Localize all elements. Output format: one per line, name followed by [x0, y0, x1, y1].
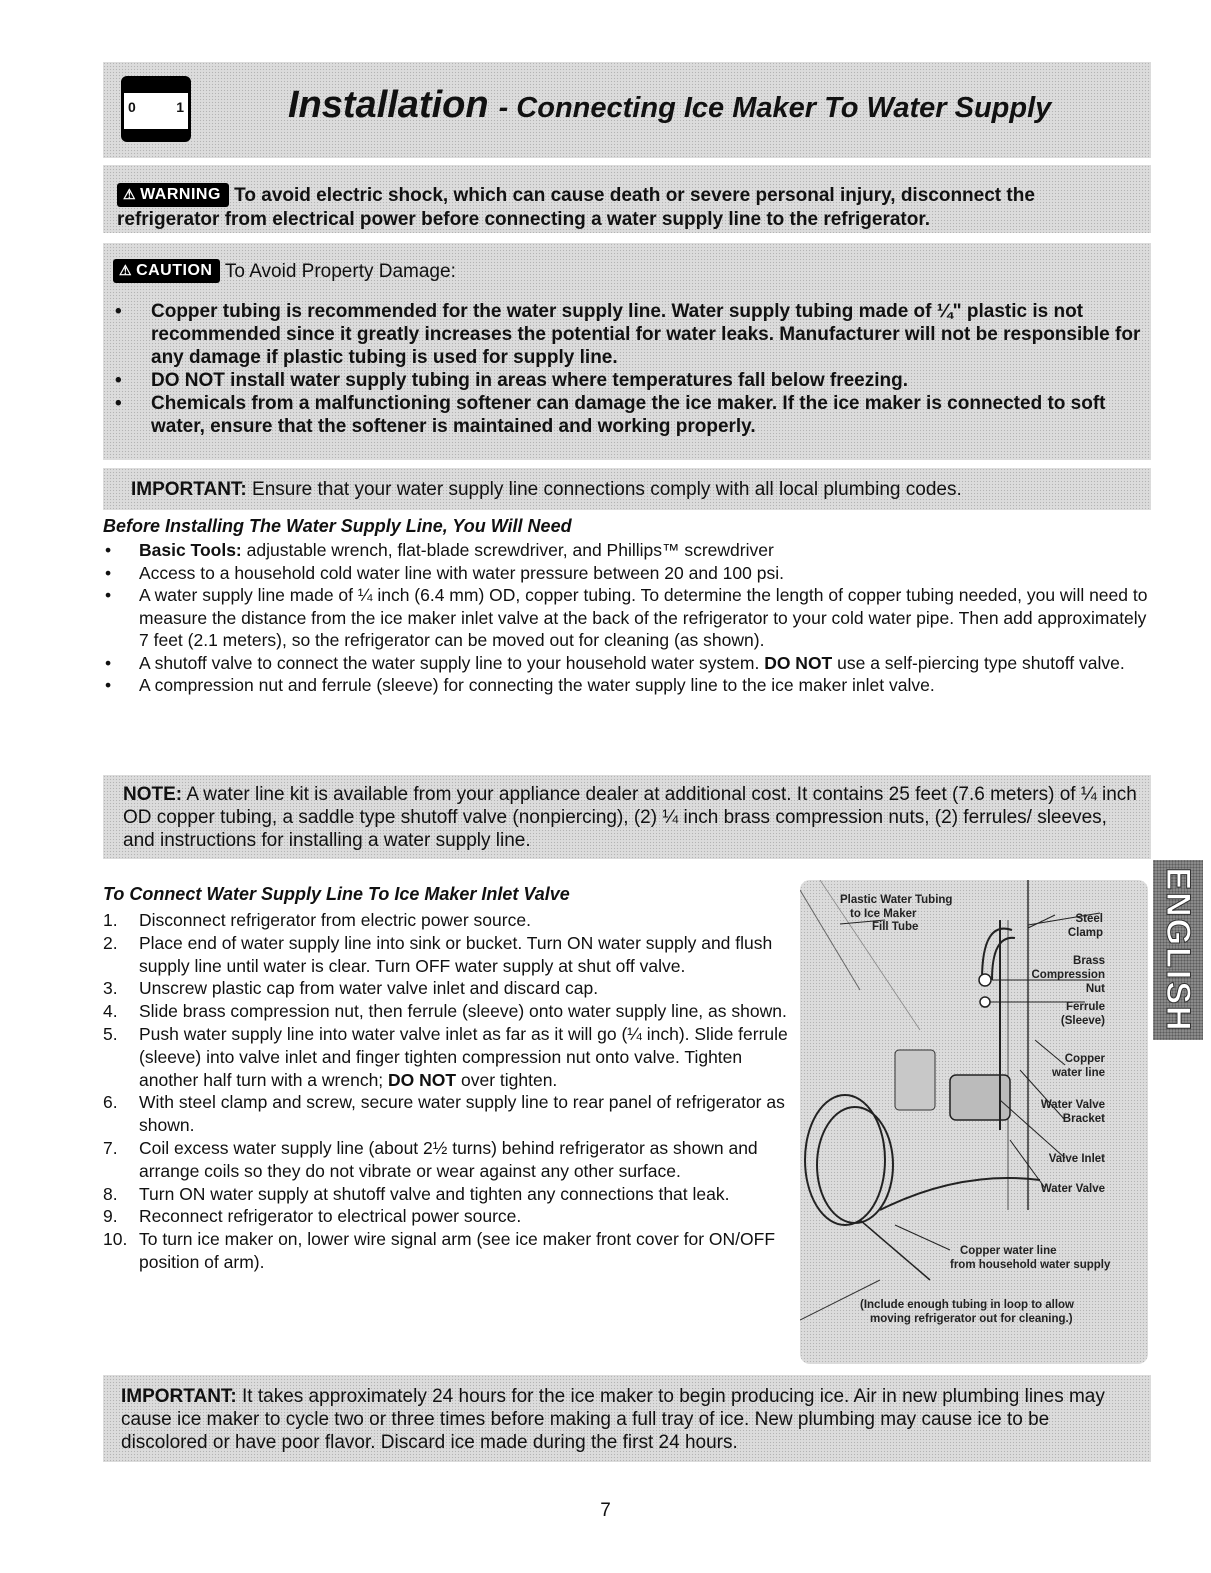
- step-item: 9. Reconnect refrigerator to electrical power source.: [103, 1206, 522, 1227]
- title-sub: - Connecting Ice Maker To Water Supply: [498, 92, 1052, 124]
- warning-box: [103, 165, 1151, 233]
- title-main: Installation: [288, 84, 489, 126]
- step-item: 3. Unscrew plastic cap from water valve inlet and discard cap.: [103, 978, 599, 999]
- label-valve-bracket: Water Valve: [1040, 1099, 1105, 1111]
- note-text: A water line kit is available from your appliance dealer at additional cost. It contains 25 feet (7.6 meters) of ¼ inch OD copper tubing, a saddle type shutoff valve (nonpiercing), (2) ¼ inch brass compression nuts, (2) ferrules/ sleeves, and instructions for installing a water supply line.: [123, 784, 1137, 851]
- step-item: 1. Disconnect refrigerator from electric power source.: [103, 910, 531, 930]
- caution-item: • DO NOT install water supply tubing in areas where temperatures fall below freezing.: [103, 369, 1143, 392]
- diagram-illustration: [800, 880, 1148, 1364]
- ruler-icon: 0 1: [121, 76, 191, 142]
- language-tab-label: ENGLISH: [1159, 867, 1197, 1033]
- label-include-note: (Include enough tubing in loop to allow: [860, 1299, 1074, 1311]
- svg-text:Compression: Compression: [1031, 969, 1105, 981]
- caution-header: [103, 243, 1151, 284]
- svg-text:Clamp: Clamp: [1067, 927, 1103, 939]
- before-installing-heading: Before Installing The Water Supply Line, You Will Need: [103, 516, 572, 536]
- header-banner: [103, 62, 1151, 158]
- svg-text:Bracket: Bracket: [1062, 1113, 1105, 1125]
- note-box: [103, 775, 1151, 859]
- important-text: Ensure that your water supply line connections comply with all local plumbing codes.: [252, 479, 962, 500]
- step-item: 8. Turn ON water supply at shutoff valve and tighten any connections that leak.: [103, 1183, 730, 1204]
- svg-text:water line: water line: [1051, 1067, 1105, 1079]
- step-item: 2. Place end of water supply line into sink or bucket. Turn ON water supply and flush supply line until water is clear. Turn OFF water supply at shut off valve.: [103, 932, 773, 976]
- caution-badge: ⚠ CAUTION: [113, 259, 220, 283]
- label-steel-clamp: Steel: [1075, 913, 1103, 925]
- important-label: IMPORTANT:: [121, 1386, 237, 1407]
- requirements-list: [103, 539, 1153, 697]
- svg-text:Fill Tube: Fill Tube: [872, 921, 919, 933]
- language-tab: [1153, 860, 1203, 1040]
- important-text: It takes approximately 24 hours for the ice maker to begin producing ice. Air in new plumbing lines may cause ice maker to cycle two or three times before making a full tray of ice. New plumbing may cause ice to be discolored or have poor flavor. Discard ice made during the first 24 hours.: [121, 1386, 1105, 1453]
- important-label: IMPORTANT:: [131, 479, 247, 500]
- label-copper-line: Copper: [1064, 1053, 1105, 1065]
- caution-item: • Chemicals from a malfunctioning softener can damage the ice maker. If the ice maker is connected to soft water, ensure that the softener is maintained and working properly.: [103, 392, 1143, 438]
- requirement-item: • A water supply line made of ¼ inch (6.4 mm) OD, copper tubing. To determine the length of copper tubing needed, you will need to measure the distance from the ice maker inlet valve at the back of the refrigerator to your cold water pipe. Then add approximately 7 feet (2.1 meters), so the refrigerator can be moved out for cleaning (as shown).: [103, 584, 1153, 652]
- warning-triangle-icon: ⚠: [123, 186, 137, 202]
- caution-box: [103, 243, 1151, 460]
- steps-list: [103, 909, 793, 1274]
- step-item: 4. Slide brass compression nut, then ferrule (sleeve) onto water supply line, as shown.: [103, 1001, 787, 1022]
- page-title: [288, 84, 1051, 127]
- svg-text:Nut: Nut: [1085, 983, 1105, 995]
- caution-item: • Copper tubing is recommended for the water supply line. Water supply tubing made of ¼" plastic is not recommended since it greatly increases the potential for water leaks. Manufacturer will not be responsible for any damage if plastic tubing is used for supply line.: [103, 300, 1143, 369]
- installation-diagram: [800, 880, 1148, 1364]
- before-installing-section: [103, 516, 1153, 697]
- warning-text: To avoid electric shock, which can cause death or severe personal injury, disconnect the refrigerator from electrical power before connecting a water supply line to the refrigerator.: [117, 185, 1035, 230]
- warning-badge: ⚠ WARNING: [117, 183, 229, 207]
- svg-text:from household water supply: from household water supply: [950, 1259, 1111, 1271]
- label-ferrule: Ferrule: [1066, 1001, 1105, 1013]
- caution-heading: To Avoid Property Damage:: [224, 261, 456, 282]
- requirement-item: • A shutoff valve to connect the water supply line to your household water system. DO NOT use a self-piercing type shutoff valve.: [103, 652, 1153, 675]
- note-label: NOTE:: [123, 784, 183, 805]
- label-valve-inlet: Valve Inlet: [1048, 1153, 1105, 1165]
- step-item: 7. Coil excess water supply line (about 2½ turns) behind refrigerator as shown and arrange coils so they do not vibrate or wear against any other surface.: [103, 1137, 758, 1181]
- caution-list: [103, 300, 1151, 438]
- caution-triangle-icon: ⚠: [119, 262, 133, 278]
- connect-heading: To Connect Water Supply Line To Ice Maker Inlet Valve: [103, 884, 570, 904]
- step-item: 10. To turn ice maker on, lower wire signal arm (see ice maker front cover for ON/OFF position of arm).: [103, 1229, 776, 1272]
- important-box: [103, 468, 1151, 510]
- requirement-item: • Access to a household cold water line with water pressure between 20 and 100 psi.: [103, 562, 1153, 585]
- connect-section: [103, 884, 793, 1274]
- warning-text-block: [103, 165, 1151, 232]
- svg-text:moving refrigerator out for cl: moving refrigerator out for cleaning.): [870, 1313, 1073, 1325]
- svg-text:(Sleeve): (Sleeve): [1060, 1015, 1105, 1027]
- requirement-item: • A compression nut and ferrule (sleeve) for connecting the water supply line to the ice maker inlet valve.: [103, 674, 1153, 697]
- important-box-bottom: [103, 1375, 1151, 1462]
- step-item: 5. Push water supply line into water valve inlet as far as it will go (¼ inch). Slide ferrule (sleeve) into valve inlet and finger tighten compression nut onto valve. Tighten another half turn with a wrench; DO NOT over tighten.: [103, 1023, 788, 1090]
- label-household-line: Copper water line: [960, 1245, 1057, 1257]
- label-water-valve: Water Valve: [1040, 1183, 1105, 1195]
- svg-text:to Ice Maker: to Ice Maker: [850, 908, 917, 920]
- page-number: 7: [600, 1500, 611, 1521]
- step-item: 6. With steel clamp and screw, secure water supply line to rear panel of refrigerator as shown.: [103, 1092, 785, 1136]
- label-plastic-tubing: Plastic Water Tubing: [840, 894, 953, 906]
- requirement-item: • Basic Tools: adjustable wrench, flat-blade screwdriver, and Phillips™ screwdriver: [103, 539, 1153, 562]
- label-brass-nut: Brass: [1073, 955, 1105, 967]
